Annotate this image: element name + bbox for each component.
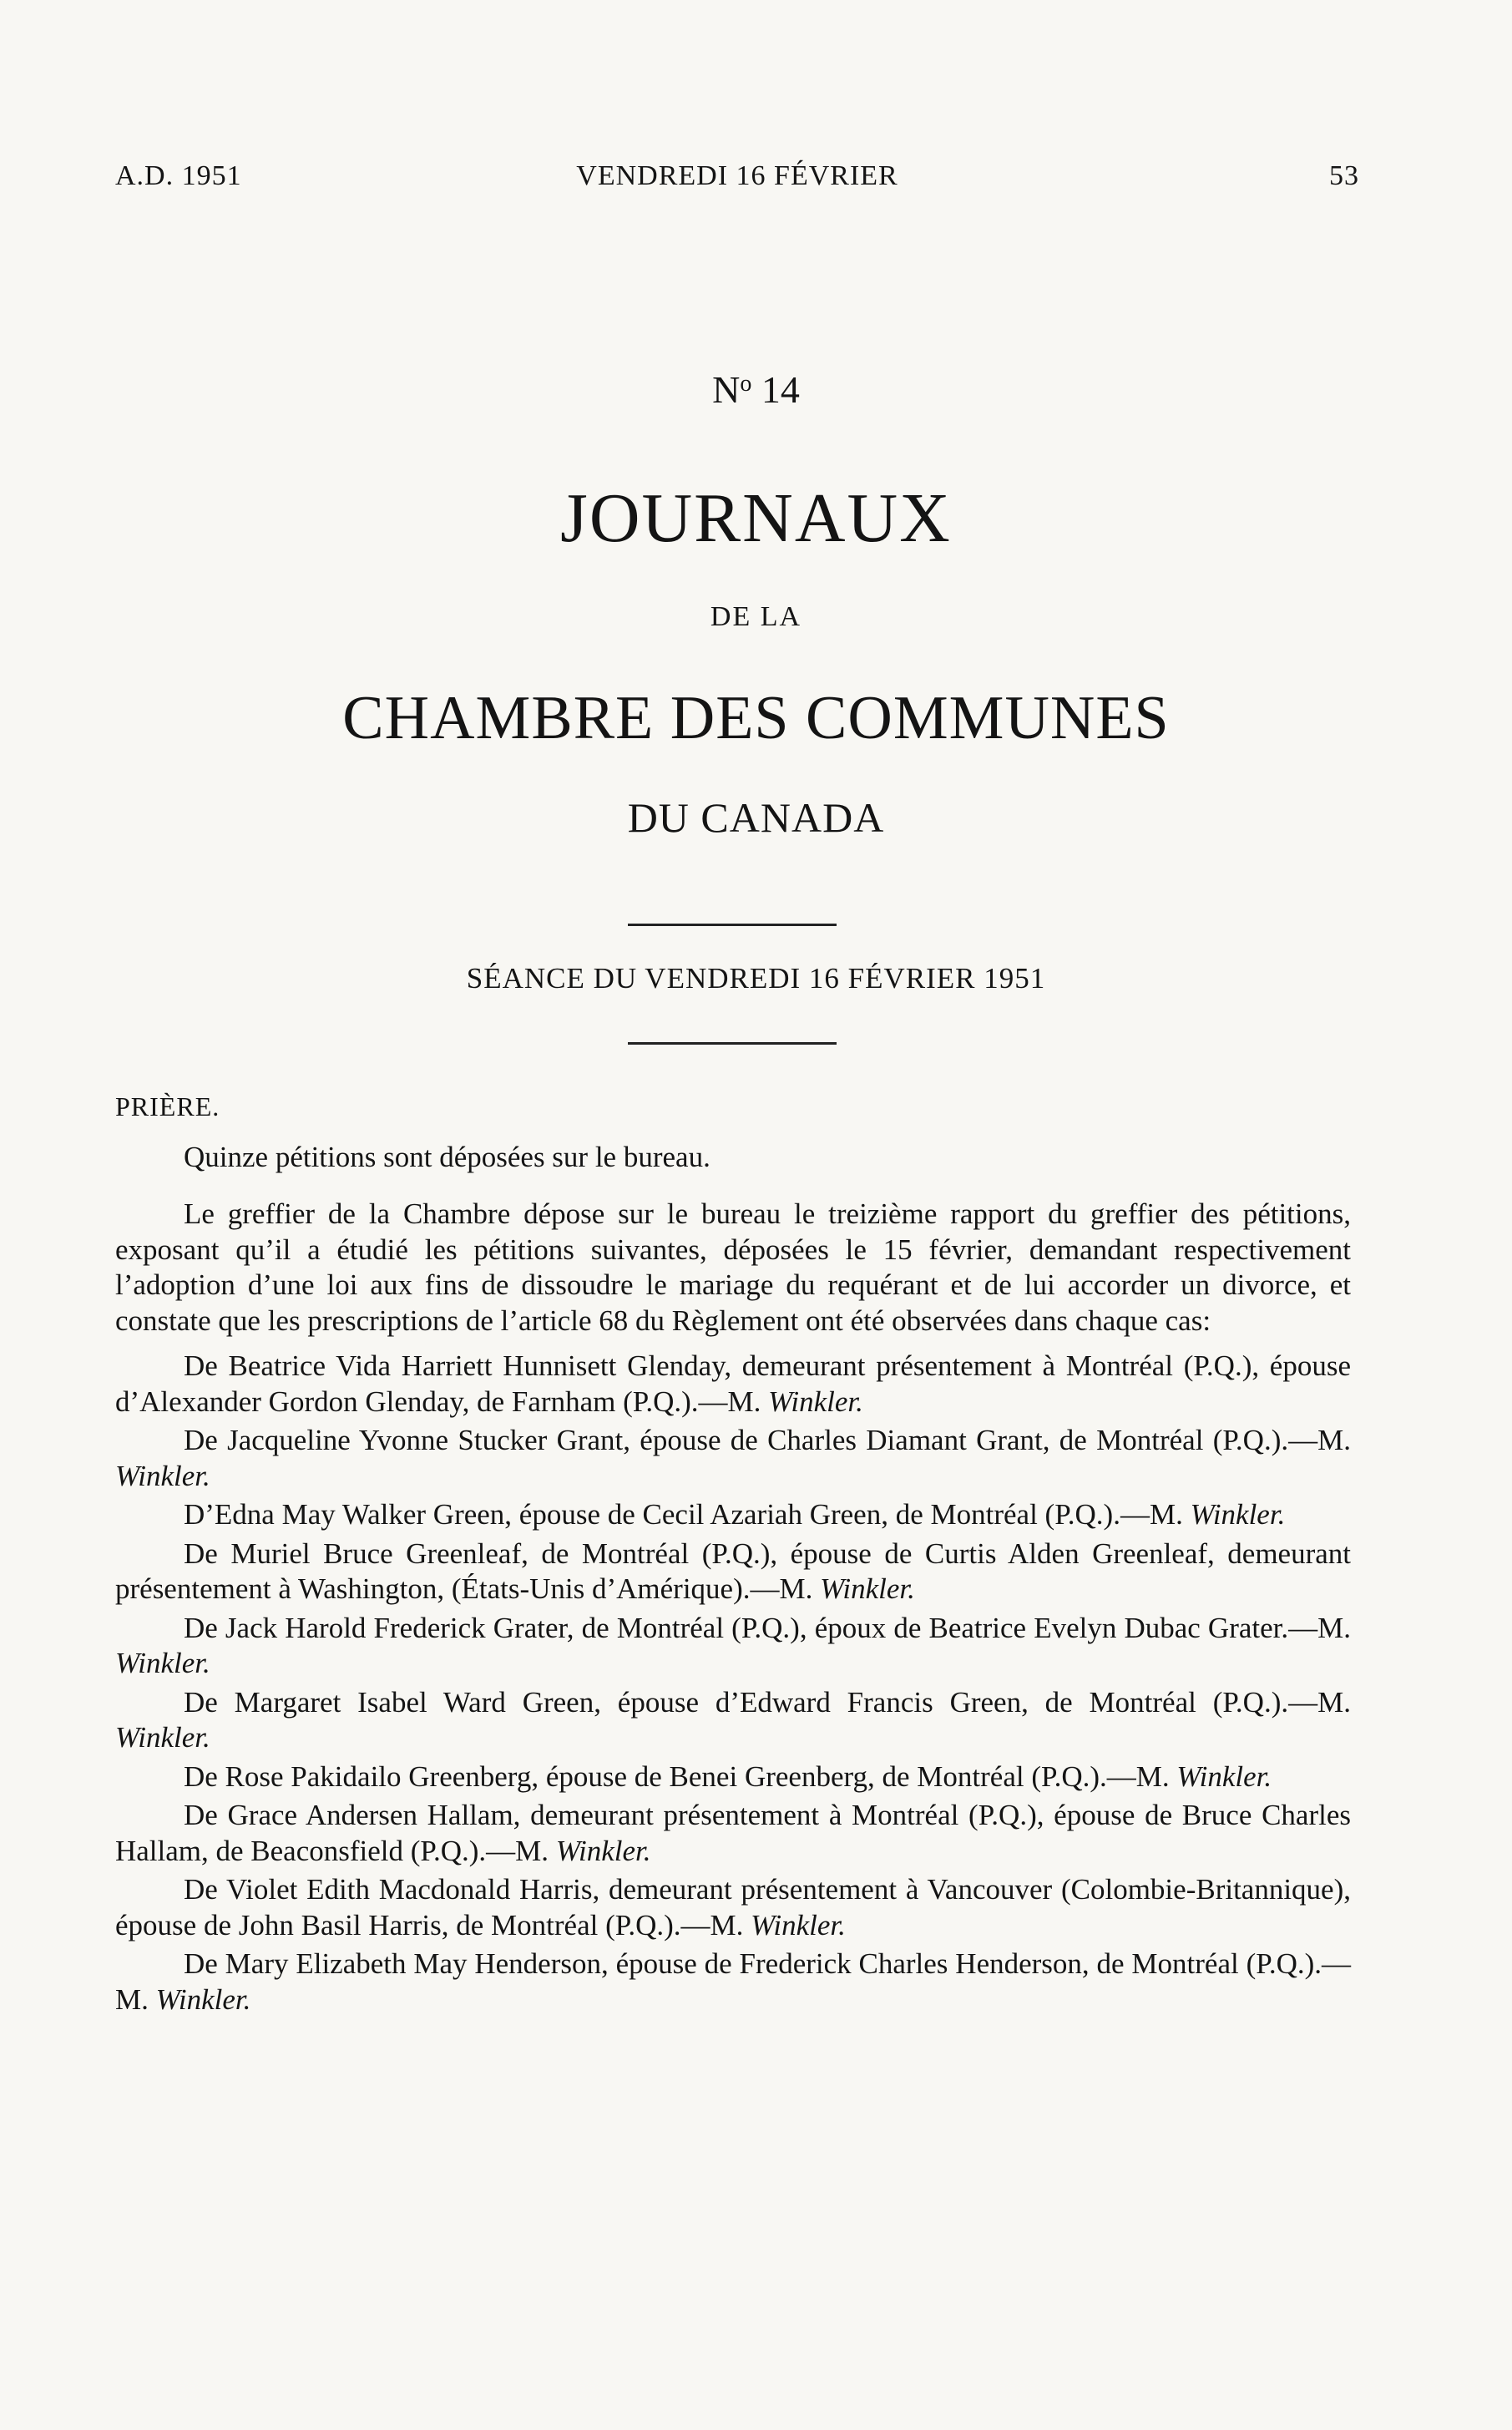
member-name: Winkler.: [155, 1982, 251, 2016]
petition-entry: De Muriel Bruce Greenleaf, de Montréal (P.Q.), épouse de Curtis Alden Greenleaf, demeurant présentement à Washington, (États-Unis d’Amérique).—M. Winkler.: [115, 1536, 1351, 1605]
member-name: Winkler.: [115, 1459, 210, 1492]
member-name: Winkler.: [115, 1647, 210, 1679]
issue-superscript: o: [740, 371, 752, 397]
member-name: Winkler.: [115, 1721, 210, 1754]
page-number: 53: [1329, 160, 1359, 191]
du-canada-heading: DU CANADA: [627, 794, 885, 841]
petition-entry: De Mary Elizabeth May Henderson, épouse de Frederick Charles Henderson, de Montréal (P.Q.).—M. Winkler.: [115, 1947, 1351, 2016]
running-head-year: A.D. 1951: [115, 160, 242, 191]
petition-entry: De Beatrice Vida Harriett Hunnisett Glenday, demeurant présentement à Montréal (P.Q.), épouse d’Alexander Gordon Glenday, de Farnham (P.Q.).—M. Winkler.: [115, 1349, 1351, 1418]
petition-entry: De Violet Edith Macdonald Harris, demeurant présentement à Vancouver (Colombie-Britannique), épouse de John Basil Harris, de Montréal (P.Q.).—M. Winkler.: [115, 1873, 1351, 1941]
divider-top: [628, 924, 837, 926]
seance-heading: SÉANCE DU VENDREDI 16 FÉVRIER 1951: [466, 962, 1046, 995]
de-la-heading: DE LA: [710, 601, 802, 632]
running-head: [115, 160, 1359, 202]
body-text: [115, 1077, 1351, 2017]
petition-entry: De Rose Pakidailo Greenberg, épouse de Benei Greenberg, de Montréal (P.Q.).—M. Winkler.: [184, 1759, 1272, 1793]
issue-prefix: N: [712, 368, 741, 411]
petitions-paragraph: Quinze pétitions sont déposées sur le bureau.: [184, 1140, 710, 1173]
issue-number: [0, 367, 1512, 412]
petition-entry: De Margaret Isabel Ward Green, épouse d’Edward Francis Green, de Montréal (P.Q.).—M. Winkler.: [115, 1685, 1351, 1754]
report-paragraph: Le greffier de la Chambre dépose sur le bureau le treizième rapport du greffier des pétitions, exposant qu’il a étudié les pétitions suivantes, déposées le 15 février, demandant respectivement l’adoption d’une loi aux fins de dissoudre le mariage du requérant et de lui accorder un divorce, et constate que les prescriptions de l’article 68 du Règlement ont été observées dans chaque cas:: [115, 1197, 1351, 1337]
running-head-date: VENDREDI 16 FÉVRIER: [576, 160, 898, 191]
chambre-heading: CHAMBRE DES COMMUNES: [342, 684, 1170, 752]
member-name: Winkler.: [1176, 1759, 1272, 1793]
petition-entry: De Jack Harold Frederick Grater, de Montréal (P.Q.), époux de Beatrice Evelyn Dubac Grater.—M. Winkler.: [115, 1611, 1351, 1679]
issue-number-value: 14: [751, 368, 800, 411]
petition-entry: De Jacqueline Yvonne Stucker Grant, épouse de Charles Diamant Grant, de Montréal (P.Q.).—M. Winkler.: [115, 1424, 1351, 1492]
petition-entry: De Grace Andersen Hallam, demeurant présentement à Montréal (P.Q.), épouse de Bruce Charles Hallam, de Beaconsfield (P.Q.).—M. Winkler.: [115, 1799, 1351, 1867]
member-name: Winkler.: [768, 1385, 863, 1418]
member-name: Winkler.: [555, 1834, 651, 1867]
petition-entry: D’Edna May Walker Green, épouse de Cecil Azariah Green, de Montréal (P.Q.).—M. Winkler.: [184, 1498, 1286, 1531]
member-name: Winkler.: [1190, 1498, 1286, 1531]
priere-heading: PRIÈRE.: [115, 1091, 220, 1121]
member-name: Winkler.: [751, 1908, 846, 1941]
journaux-title: JOURNAUX: [560, 479, 952, 557]
member-name: Winkler.: [820, 1572, 915, 1605]
divider-bottom: [628, 1042, 837, 1045]
